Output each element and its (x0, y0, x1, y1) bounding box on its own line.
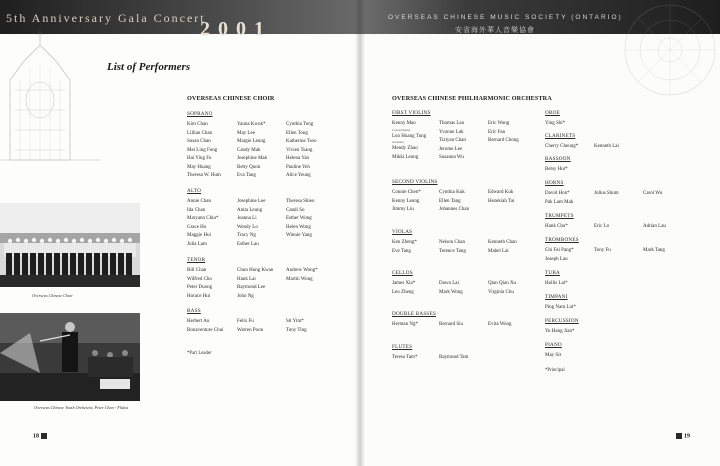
performer-name: Peter Duong (187, 285, 213, 290)
performer-name: Kim Chan (187, 122, 208, 127)
soprano-col-3 (286, 121, 336, 181)
performer-name: Bernard Chong (488, 138, 519, 143)
second-violins-col-2 (439, 189, 488, 215)
tenor-col-2 (237, 267, 286, 301)
performer-name: Cherry Cheung* (545, 144, 579, 149)
performer-name: Hai Ying Fu (187, 156, 212, 161)
performer-name: Josephine Lee (237, 199, 266, 204)
performer-name: Tony Ting (286, 327, 307, 333)
performer-name: Hezekiah Tai (488, 198, 515, 204)
principal-note: *Principal (545, 368, 565, 373)
double-basses-group (392, 311, 538, 330)
violas-label: VIOLAS (392, 229, 413, 235)
percussion-label: PERCUSSION (545, 318, 579, 324)
second-violins-col-3 (488, 189, 538, 215)
performer-name: Qian Qian Xu (488, 281, 517, 286)
performer-name: Martin Wong (286, 276, 313, 282)
trumpets-col-1 (545, 223, 594, 232)
performer-name: Hank Lai (237, 276, 256, 282)
tenor-group (187, 257, 336, 301)
alto-label: ALTO (187, 188, 202, 194)
oboe-col-1 (545, 120, 595, 129)
performer-name: Ken Zheng* (392, 240, 417, 245)
performer-name: Katherine Tsoo (286, 139, 317, 144)
clarinets-col-2 (594, 143, 644, 152)
society-name-english: OVERSEAS CHINESE MUSIC SOCIETY (ONTARIO) (388, 14, 623, 21)
page-gutter (355, 0, 365, 466)
bass-label: BASS (187, 308, 201, 314)
performer-name: Pauline Yeh (286, 164, 310, 170)
performer-name: Joseph Lau (545, 256, 568, 262)
bass-col-3 (286, 318, 336, 335)
second-violins-label: SECOND VIOLINS (392, 179, 438, 185)
performer-name: Evita Wong (488, 322, 512, 327)
page-marker-icon (676, 433, 682, 439)
page-number-right-text: 19 (684, 433, 690, 440)
performer-name: Chi Fai Pang* (545, 248, 574, 253)
piano-label: PIANO (545, 342, 562, 348)
performer-name: Pak Lam Mak (545, 199, 574, 205)
horns-col-2 (594, 190, 643, 207)
horns-col-1 (545, 190, 594, 207)
page-number-left (33, 433, 47, 439)
trombones-col-1 (545, 247, 594, 264)
cellos-label: CELLOS (392, 270, 413, 276)
performer-name: Horace Hui (187, 293, 211, 299)
performer-name: Johannes Chan (439, 207, 470, 212)
performer-name: Yu Hang Jian* (545, 329, 575, 334)
performer-name: Sit Yim* (286, 319, 304, 324)
second-violins-col-1 (392, 189, 439, 215)
performer-name: Ping Nam Lui* (545, 305, 576, 310)
performer-name: Esther Lau (237, 241, 259, 247)
performer-name: Mikki Leung (392, 154, 419, 160)
performer-name: Eric Fan (488, 129, 506, 135)
performer-name: Ying Shi* (545, 121, 566, 126)
performer-name: Susan Chan (187, 139, 211, 144)
performer-name: Kenny Mao (392, 121, 416, 126)
performer-role: Concertmaster (392, 127, 411, 132)
cellos-col-3 (488, 280, 538, 297)
performer-name: Warren Poon (237, 327, 264, 333)
performer-name: Herbert Au (187, 319, 210, 324)
performer-name: Annie Chan (187, 199, 212, 204)
first-violins-col-3 (488, 120, 538, 163)
timpani-col-1 (545, 304, 595, 313)
performer-name: Julius Shum (594, 191, 619, 196)
violas-col-3 (488, 239, 538, 256)
performer-name: Cynthia Kuk (439, 190, 465, 195)
trumpets-label: TRUMPETS (545, 213, 574, 219)
performer-name: Theresa W. Hum (187, 173, 221, 178)
tenor-col-1 (187, 267, 237, 301)
performer-name: Tracy Ng (237, 233, 256, 238)
flutes-col-2 (439, 354, 488, 363)
performer-name: Mendy Zhao (392, 146, 418, 151)
performer-name: Eric Lo (594, 224, 610, 229)
performer-name: Eva Tang (237, 173, 256, 178)
clarinets-group (545, 133, 644, 152)
performer-name: Anita Leung (237, 207, 263, 213)
performer-name: May Sit (545, 353, 561, 358)
double-basses-col-2 (439, 321, 488, 330)
tuba-col-1 (545, 280, 595, 289)
first-violins-label: FIRST VIOLINS (392, 110, 431, 116)
second-violins-group (392, 179, 538, 215)
performer-name: Leo Zheng (392, 289, 414, 295)
soprano-label: SOPRANO (187, 111, 213, 117)
performer-name: Kenneth Chan (488, 240, 517, 245)
performer-name: Edward Kuk (488, 190, 514, 195)
trumpets-col-3 (643, 223, 683, 232)
performer-name: Mark Tang (643, 248, 665, 253)
right-page (360, 0, 720, 466)
performer-name: Yanna Kwok* (237, 122, 266, 127)
piano-col-1 (545, 352, 595, 361)
oboe-group (545, 110, 595, 129)
list-title: List of Performers (107, 61, 191, 73)
performer-name: Kenny Leung (392, 198, 420, 204)
performer-name: Wilfred Cho (187, 276, 212, 282)
choir-title: OVERSEAS CHINESE CHOIR (187, 95, 275, 102)
performer-name: Wendy Lo (237, 224, 258, 230)
horns-col-3 (643, 190, 683, 207)
page-number-left-text: 18 (33, 433, 39, 440)
clarinets-label: CLARINETS (545, 133, 576, 139)
violas-col-1 (392, 239, 439, 256)
society-name-chinese: 安省海外華人音樂協會 (455, 26, 535, 34)
violas-group (392, 229, 538, 256)
soprano-col-2 (237, 121, 286, 181)
alto-col-2 (237, 198, 286, 249)
timpani-label: TIMPANI (545, 294, 568, 300)
performer-name: Tiziyan Chan (439, 138, 466, 143)
cellos-group (392, 270, 538, 297)
performer-name: Ida Chan (187, 207, 206, 213)
performer-name: Eric Wong (488, 121, 510, 126)
first-violins-group (392, 110, 538, 163)
performer-name: Candy Mak (237, 147, 261, 153)
cellos-col-1 (392, 280, 439, 297)
percussion-col-1 (545, 328, 595, 337)
page-number-right (676, 433, 690, 439)
performer-name: David Hon* (545, 191, 570, 196)
performer-name: Luo Huang Tung (392, 133, 427, 139)
performer-name: Dawn Lai (439, 281, 459, 286)
performer-name: Winnie Yang (286, 233, 312, 238)
trombones-label: TROMBONES (545, 237, 579, 243)
horns-group (545, 180, 683, 207)
alto-col-3 (286, 198, 336, 249)
percussion-group (545, 318, 595, 337)
performer-name: Nelson Chan (439, 240, 465, 245)
horns-label: HORNS (545, 180, 564, 186)
trumpets-group (545, 213, 683, 232)
clarinets-col-1 (545, 143, 594, 152)
tenor-col-3 (286, 267, 336, 301)
bassoon-label: BASSOON (545, 156, 571, 162)
performer-name: Terence Tang (439, 248, 466, 254)
performer-name: Vivien Tsang (286, 147, 313, 153)
performer-name: Eve Tang (392, 248, 411, 254)
performer-name: Virginia Chu (488, 289, 514, 295)
soprano-col-1 (187, 121, 237, 181)
performer-name: Esther Wong (286, 216, 312, 221)
performer-name: Grace Ho (187, 224, 207, 230)
performer-name: Tony Fu (594, 248, 611, 253)
performer-name: Hank Chu* (545, 224, 568, 229)
performer-name: Raymond Tam (439, 355, 469, 360)
performer-name: Lillian Chan (187, 130, 213, 136)
performer-name: Teresa Tam* (392, 355, 418, 360)
performer-name: Ellen Tong (286, 130, 308, 136)
part-leader-note: *Part Leader (187, 351, 212, 356)
trombones-col-2 (594, 247, 643, 264)
flutes-col-1 (392, 354, 439, 363)
performer-name: Cynthia Tong (286, 122, 314, 127)
performer-name: Susanna Wu (439, 155, 464, 160)
performer-name: Betty Quon (237, 164, 261, 170)
first-violins-col-1 (392, 120, 439, 163)
performer-name: May Huang (187, 164, 211, 170)
oboe-label: OBOE (545, 110, 560, 116)
performer-name: Adrian Lau (643, 224, 666, 229)
performer-name: Mei Ling Fong (187, 147, 218, 153)
tenor-label: TENOR (187, 257, 206, 263)
tuba-label: TUBA (545, 270, 560, 276)
performer-name: Alice Yeung (286, 173, 311, 178)
orchestra-title: OVERSEAS CHINESE PHILHARMONIC ORCHESTRA (392, 95, 552, 102)
double-basses-col-3 (488, 321, 538, 330)
performer-name: Thomas Lau (439, 121, 465, 126)
performer-name: Chun Hung Kwan (237, 268, 274, 273)
piano-group (545, 342, 595, 361)
performer-name: Yvonne Luk (439, 129, 464, 135)
performer-name: Theresa Shieu (286, 199, 315, 204)
performer-name: Maryann Chiu* (187, 216, 219, 221)
performer-name: Mark Wong (439, 289, 463, 295)
performer-name: Felix Fu (237, 319, 254, 324)
choir-photo (0, 203, 140, 287)
orchestra-photo-caption: Overseas Chinese Youth Orchestra, Peter Chan - Flutist (34, 405, 129, 410)
performer-name: Josephine Mak (237, 156, 268, 161)
soprano-group (187, 111, 336, 181)
bass-col-1 (187, 318, 237, 335)
performer-name: Carol Wu (643, 191, 663, 196)
violas-col-2 (439, 239, 488, 256)
first-violins-col-2 (439, 120, 488, 163)
performer-role: Assistant (392, 140, 404, 144)
performer-name: Jerome Lee (439, 146, 463, 152)
performer-name: Helen Wong (286, 224, 311, 230)
performer-name: Ellen Tang (439, 198, 461, 204)
performer-name: Raymond Lee (237, 285, 266, 290)
performer-name: Julia Lam (187, 241, 207, 247)
alto-col-1 (187, 198, 237, 249)
double-basses-label: DOUBLE BASSES (392, 311, 436, 317)
performer-name: Hollis Lai* (545, 281, 568, 286)
building-sketch-illustration (0, 20, 100, 170)
bass-col-2 (237, 318, 286, 335)
choir-photo-caption: Overseas Chinese Choir (32, 293, 73, 298)
performer-name: Kenneth Lai (594, 144, 619, 149)
trombones-group (545, 237, 683, 264)
gala-year: 2001 (200, 18, 272, 40)
performer-name: James Xia* (392, 281, 416, 286)
performer-name: Bill Chan (187, 268, 207, 273)
performer-name: Joanna Li (237, 216, 257, 221)
trombones-col-3 (643, 247, 683, 264)
gala-title: 5th Anniversary Gala Concert (6, 11, 206, 25)
page-marker-icon (41, 433, 47, 439)
performer-name: Helena Yan (286, 156, 310, 161)
performer-name: Jimmy Liu (392, 207, 414, 212)
trumpets-col-2 (594, 223, 643, 232)
timpani-group (545, 294, 595, 313)
performer-name: Herman Ng* (392, 322, 418, 327)
flutes-group (392, 344, 488, 363)
orchestra-photo (0, 313, 140, 401)
bassoon-group (545, 156, 595, 175)
performer-name: Bernard Siu (439, 322, 464, 327)
performer-name: Maggie Hui (187, 233, 212, 238)
rose-window-decoration-icon (610, 0, 720, 110)
bass-group (187, 308, 336, 335)
performer-name: May Lee (237, 130, 255, 136)
performer-name: Mabel Lai (488, 248, 509, 254)
cellos-col-2 (439, 280, 488, 297)
performer-name: Andrew Wong* (286, 268, 318, 273)
performer-name: Candi So (286, 207, 305, 213)
bassoon-col-1 (545, 166, 595, 175)
performer-name: Margie Leung (237, 139, 266, 144)
alto-group (187, 188, 336, 249)
performer-name: Betsy Hui* (545, 167, 568, 172)
flutes-label: FLUTES (392, 344, 413, 350)
performer-name: John Ng (237, 293, 254, 299)
double-basses-col-1 (392, 321, 439, 330)
performer-name: Bonaventure Chui (187, 327, 224, 333)
performer-name: Connie Chen* (392, 190, 421, 195)
tuba-group (545, 270, 595, 289)
